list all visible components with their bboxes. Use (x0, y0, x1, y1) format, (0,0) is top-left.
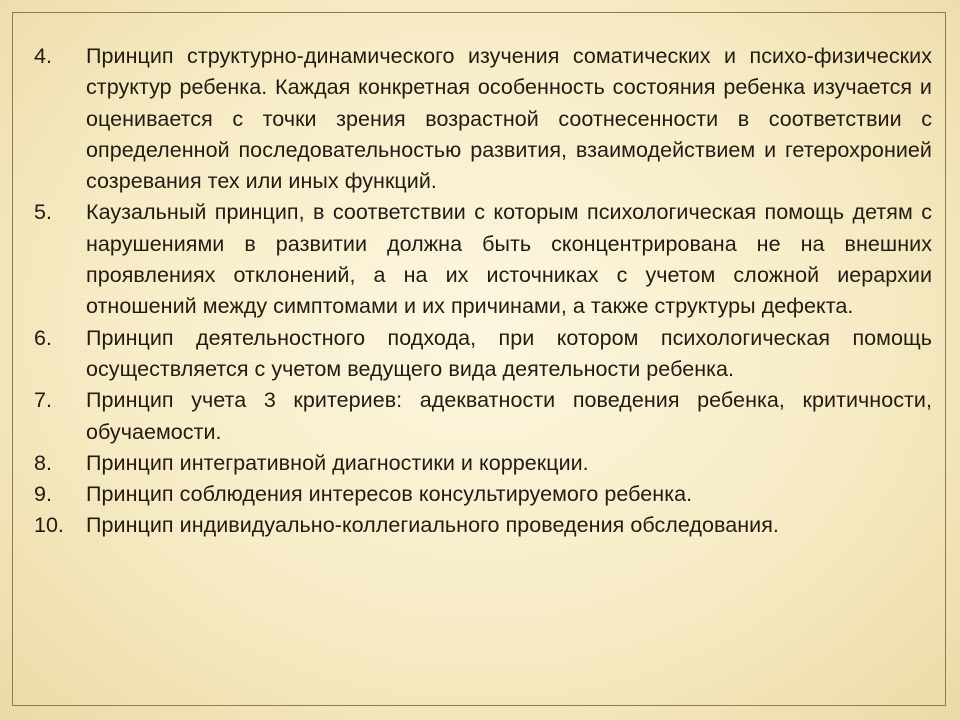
list-item-6 (34, 323, 932, 386)
list-item-5 (34, 197, 932, 322)
list-item-number: 10. (34, 513, 64, 538)
list-item-8 (34, 448, 932, 479)
list-item-text: Принцип структурно-динамического изучения соматических и психо-физических структур ребенка. Каждая конкретная особенность состояния ребенка изучается и оценивается с точки зрения возрастной соотнесенности в соответствии с определенной последовательностью развития, взаимодействием и гетерохронией созревания тех или иных функций. (86, 44, 932, 194)
list-item-10 (34, 510, 932, 541)
list-item-text: Принцип учета 3 критериев: адекватности поведения ребенка, критичности, обучаемости. (86, 388, 932, 444)
list-item-text: Принцип соблюдения интересов консультируемого ребенка. (86, 482, 693, 507)
list-item-text: Каузальный принцип, в соответствии с которым психологическая помощь детям с нарушениями в развитии должна быть сконцентрирована не на внешних проявлениях отклонений, а на их источниках с учетом сложной иерархии отношений между симптомами и их причинами, а также структуры дефекта. (86, 200, 932, 319)
principles-list (34, 41, 932, 542)
list-item-text: Принцип индивидуально-коллегиального проведения обследования. (86, 513, 779, 538)
list-item-number: 9. (34, 482, 52, 507)
list-item-number: 6. (34, 325, 52, 350)
list-item-text: Принцип деятельностного подхода, при котором психологическая помощь осуществляется с учетом ведущего вида деятельности ребенка. (86, 325, 932, 381)
list-item-number: 5. (34, 200, 52, 225)
list-item-number: 4. (34, 44, 52, 68)
list-item-text: Принцип интегративной диагностики и коррекции. (86, 450, 589, 475)
list-item-4 (34, 41, 932, 197)
list-item-number: 7. (34, 388, 52, 413)
list-item-number: 8. (34, 450, 52, 475)
list-item-9 (34, 479, 932, 510)
list-item-7 (34, 385, 932, 448)
